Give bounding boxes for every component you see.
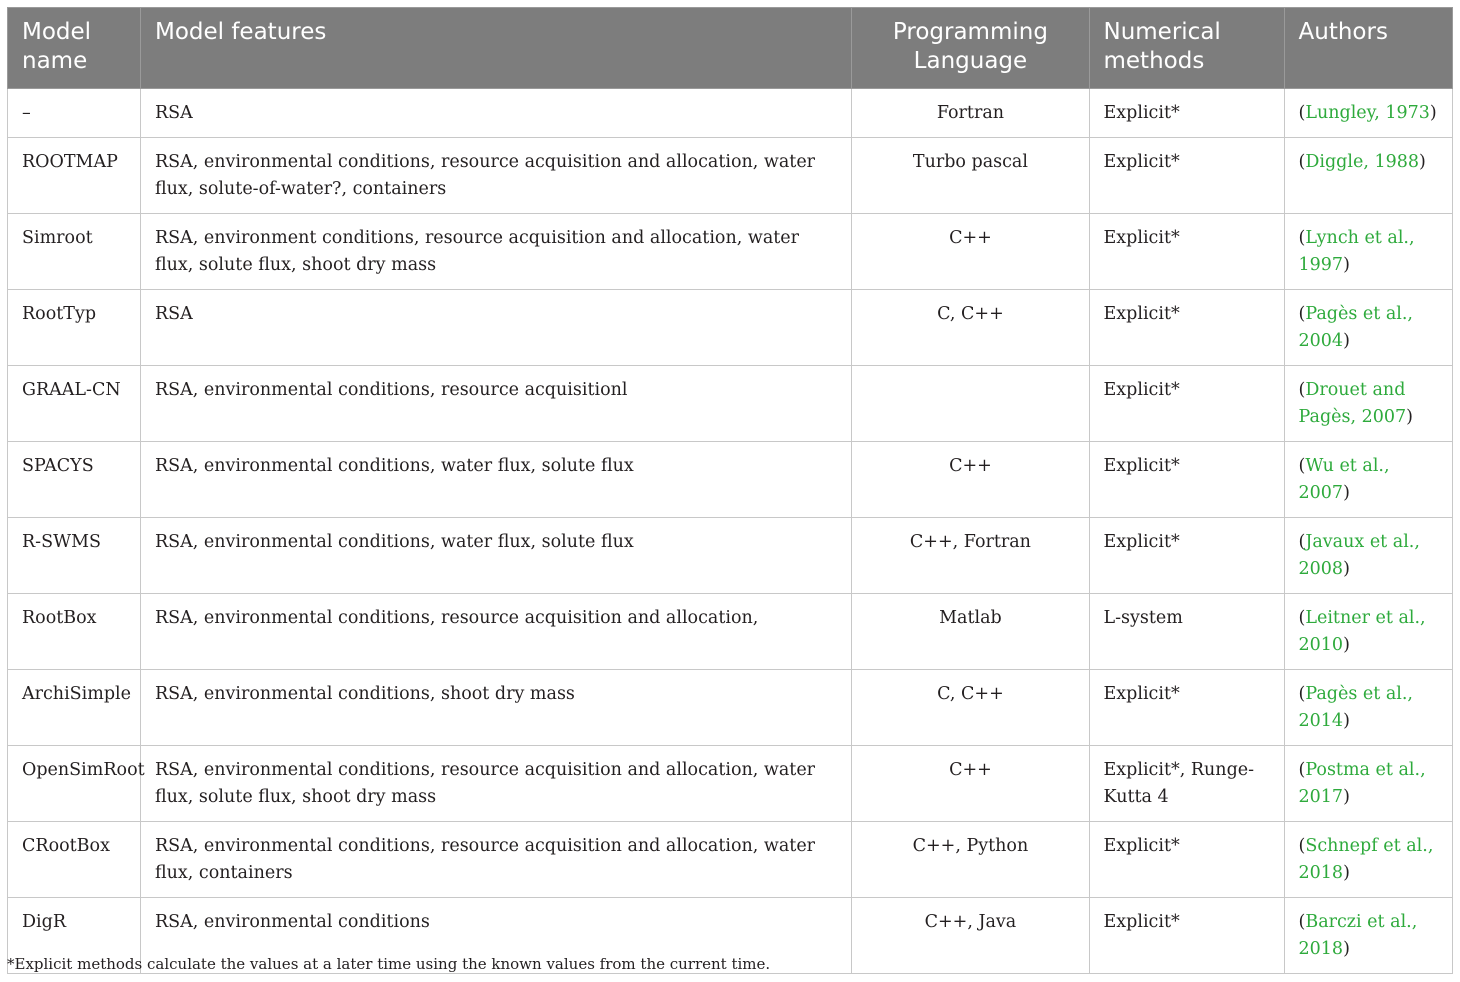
table-row [8,821,1453,897]
cell-model-name: CRootBox [8,821,141,897]
cell-model-features: RSA [140,289,851,365]
author-citation-link[interactable]: Wu et al., 2007 [1298,455,1390,503]
cell-numerical-method: Explicit* [1089,137,1284,213]
header-model-features: Model features [140,8,851,89]
cell-model-name: DigR [8,897,141,973]
cell-author: (Lungley, 1973) [1284,89,1452,138]
author-citation-link[interactable]: Barczi et al., 2018 [1298,911,1418,959]
cell-numerical-method: Explicit* [1089,669,1284,745]
cell-numerical-method: Explicit* [1089,213,1284,289]
cell-model-features: RSA, environmental conditions [140,897,851,973]
cell-programming-language: C++, Python [852,821,1089,897]
table-row [8,669,1453,745]
footnote: *Explicit methods calculate the values at a later time using the known values from the current time. [7,955,771,973]
cell-numerical-method: Explicit* [1089,517,1284,593]
table-row [8,593,1453,669]
cell-model-name: OpenSimRoot [8,745,141,821]
header-programming-language: Programming Language [852,8,1089,89]
cell-numerical-method: Explicit*, Runge-Kutta 4 [1089,745,1284,821]
cell-programming-language: C++ [852,213,1089,289]
author-citation-link[interactable]: Lynch et al., 1997 [1298,227,1415,275]
cell-author: (Barczi et al., 2018) [1284,897,1452,973]
cell-programming-language: C++, Fortran [852,517,1089,593]
cell-model-name: RootBox [8,593,141,669]
cell-author: (Diggle, 1988) [1284,137,1452,213]
header-authors: Authors [1284,8,1452,89]
author-citation-link[interactable]: Postma et al., 2017 [1298,759,1426,807]
cell-model-name: Simroot [8,213,141,289]
table-row [8,213,1453,289]
table-row [8,137,1453,213]
author-citation-link[interactable]: Drouet and Pagès, 2007 [1298,379,1407,427]
cell-model-features: RSA, environment conditions, resource acquisition and allocation, water flux, solute flux, shoot dry mass [140,213,851,289]
cell-numerical-method: Explicit* [1089,365,1284,441]
cell-author: (Leitner et al., 2010) [1284,593,1452,669]
cell-author: (Lynch et al., 1997) [1284,213,1452,289]
cell-model-name: GRAAL-CN [8,365,141,441]
cell-author: (Schnepf et al., 2018) [1284,821,1452,897]
table-row [8,289,1453,365]
cell-author: (Postma et al., 2017) [1284,745,1452,821]
cell-model-name: ROOTMAP [8,137,141,213]
author-citation-link[interactable]: Leitner et al., 2010 [1298,607,1426,655]
cell-model-features: RSA, environmental conditions, resource acquisition and allocation, water flux, solute flux, shoot dry mass [140,745,851,821]
cell-programming-language: C, C++ [852,669,1089,745]
cell-programming-language: C++ [852,441,1089,517]
cell-model-name: SPACYS [8,441,141,517]
cell-author: (Wu et al., 2007) [1284,441,1452,517]
models-table [7,7,1453,974]
cell-author: (Pagès et al., 2014) [1284,669,1452,745]
cell-programming-language: Matlab [852,593,1089,669]
header-numerical-methods: Numerical methods [1089,8,1284,89]
cell-model-name: ArchiSimple [8,669,141,745]
cell-model-features: RSA, environmental conditions, resource acquisitionl [140,365,851,441]
cell-model-features: RSA, environmental conditions, water flux, solute flux [140,441,851,517]
cell-numerical-method: Explicit* [1089,897,1284,973]
cell-author: (Javaux et al., 2008) [1284,517,1452,593]
header-row [8,8,1453,89]
cell-programming-language: Fortran [852,89,1089,138]
cell-numerical-method: L-system [1089,593,1284,669]
cell-model-features: RSA, environmental conditions, resource acquisition and allocation, water flux, solute-of-water?, containers [140,137,851,213]
cell-model-name: – [8,89,141,138]
cell-programming-language: C++, Java [852,897,1089,973]
table-row [8,89,1453,138]
table-row [8,745,1453,821]
cell-model-features: RSA [140,89,851,138]
author-citation-link[interactable]: Schnepf et al., 2018 [1298,835,1434,883]
author-citation-link[interactable]: Javaux et al., 2008 [1298,531,1420,579]
cell-numerical-method: Explicit* [1089,821,1284,897]
author-citation-link[interactable]: Diggle, 1988 [1305,151,1419,172]
author-citation-link[interactable]: Lungley, 1973 [1305,103,1430,123]
table-row [8,517,1453,593]
cell-model-name: R-SWMS [8,517,141,593]
cell-model-features: RSA, environmental conditions, resource acquisition and allocation, [140,593,851,669]
cell-numerical-method: Explicit* [1089,289,1284,365]
cell-model-features: RSA, environmental conditions, shoot dry mass [140,669,851,745]
cell-programming-language: C++ [852,745,1089,821]
cell-author: (Drouet and Pagès, 2007) [1284,365,1452,441]
header-model-name: Model name [8,8,141,89]
cell-numerical-method: Explicit* [1089,89,1284,138]
cell-programming-language [852,365,1089,441]
author-citation-link[interactable]: Pagès et al., 2014 [1298,683,1413,731]
cell-model-features: RSA, environmental conditions, resource acquisition and allocation, water flux, containers [140,821,851,897]
author-citation-link[interactable]: Pagès et al., 2004 [1298,303,1413,351]
table-row [8,441,1453,517]
cell-programming-language: Turbo pascal [852,137,1089,213]
cell-model-features: RSA, environmental conditions, water flux, solute flux [140,517,851,593]
cell-author: (Pagès et al., 2004) [1284,289,1452,365]
cell-numerical-method: Explicit* [1089,441,1284,517]
cell-model-name: RootTyp [8,289,141,365]
cell-programming-language: C, C++ [852,289,1089,365]
table-row [8,365,1453,441]
